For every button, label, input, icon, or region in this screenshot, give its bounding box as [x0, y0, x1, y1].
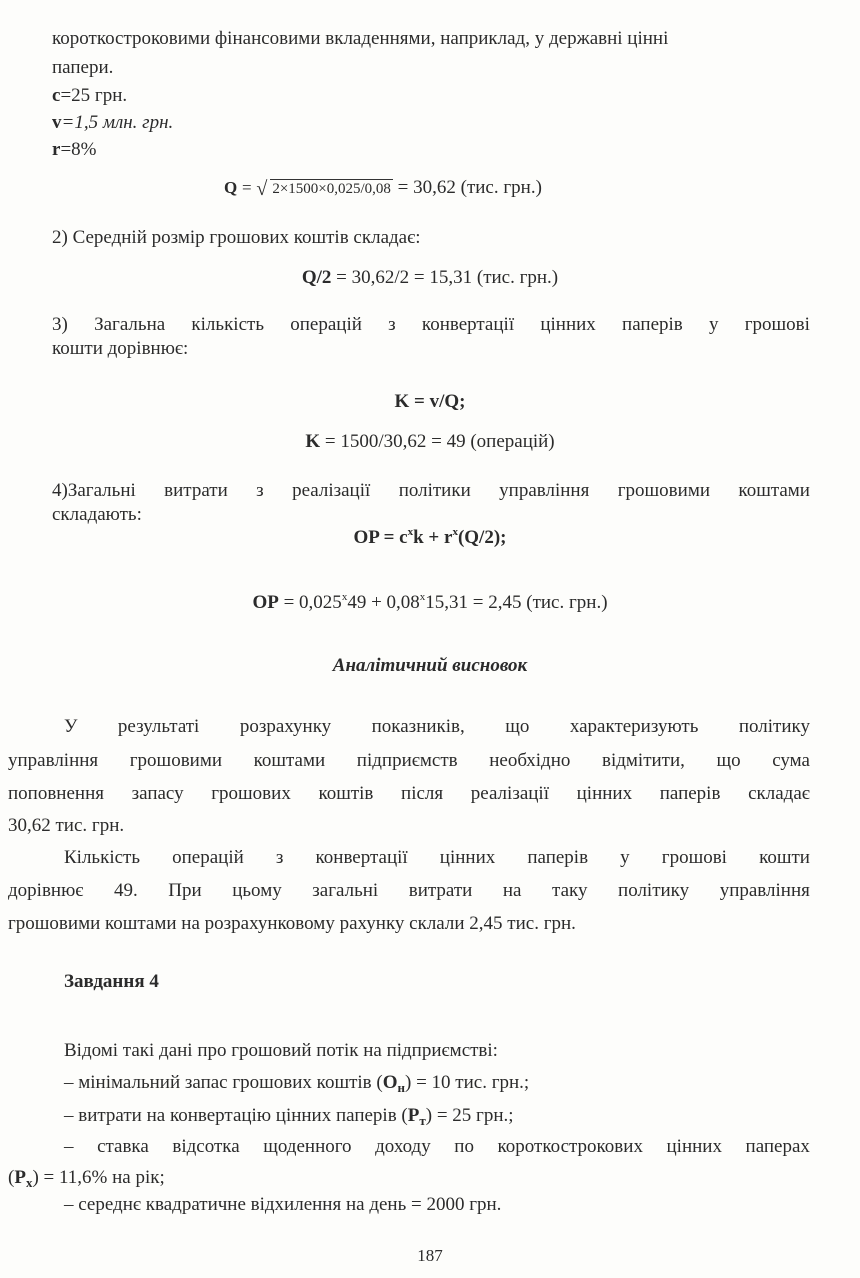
- text-line: короткостроковими фінансовими вкладеннями, наприклад, у державні цінні: [52, 28, 669, 49]
- paragraph-line: дорівнює 49. При цьому загальні витрати на таку політику управління: [8, 880, 810, 901]
- formula-q: Q = √ 2×1500×0,025/0,08 = 30,62 (тис. грн.): [224, 178, 542, 197]
- text-line: складають:: [52, 504, 142, 525]
- paragraph-line: грошовими коштами на розрахунковому рахунку склали 2,45 тис. грн.: [8, 913, 576, 934]
- step-2: 2) Середній розмір грошових коштів складає:: [52, 227, 421, 248]
- section-heading: Аналітичний висновок: [332, 655, 528, 676]
- formula-k: K = v/Q;: [394, 391, 466, 412]
- list-item: – середнє квадратичне відхилення на день = 2000 грн.: [64, 1194, 502, 1215]
- formula-op: OP = $c^xk + r^x(Q/2)$;: [353, 526, 507, 548]
- paragraph-line: У результаті розрахунку показників, що характеризують політику: [64, 716, 810, 737]
- square-root: √ 2×1500×0,025/0,08: [256, 182, 393, 197]
- text-line: папери.: [52, 57, 114, 78]
- variable-r: r=8%: [52, 139, 97, 160]
- list-item: – ставка відсотка щоденного доходу по короткострокових цінних паперах: [64, 1136, 810, 1157]
- paragraph-line: поповнення запасу грошових коштів після реалізації цінних паперів складає: [8, 783, 810, 804]
- list-item: – витрати на конвертацію цінних паперів $(Р_т) = 25$ грн.;: [64, 1105, 514, 1128]
- formula-k-calc: K = 1500/30,62 = 49 (операцій): [305, 431, 555, 452]
- paragraph-line: управління грошовими коштами підприємств необхідно відмітити, що сума: [8, 750, 810, 771]
- task-heading: Завдання 4: [64, 971, 159, 992]
- step-3-line: 3) Загальна кількість операцій з конвертації цінних паперів у грошові: [52, 314, 810, 335]
- text-line: кошти дорівнює:: [52, 338, 189, 359]
- formula-q-half: Q/2 = 30,62/2 = 15,31 (тис. грн.): [301, 267, 559, 288]
- variable-v: v=1,5 млн. грн.: [52, 112, 174, 133]
- text-line: Відомі такі дані про грошовий потік на підприємстві:: [64, 1040, 498, 1061]
- formula-op-calc: OP = $0,025^x49 + 0,08^x15,31 = 2,45$ (тис. грн.): [252, 591, 608, 613]
- paragraph-line: Кількість операцій з конвертації цінних паперів у грошові кошти: [64, 847, 810, 868]
- paragraph-line: 30,62 тис. грн.: [8, 815, 125, 836]
- variable-c: c=25 грн.: [52, 85, 128, 106]
- list-item: – мінімальний запас грошових коштів $(О_н) = 10$ тис. грн.;: [64, 1072, 530, 1095]
- step-4-line: 4)Загальні витрати з реалізації політики управління грошовими коштами: [52, 480, 810, 501]
- list-item: $(Р_х) = 11,6\%$ на рік;: [8, 1167, 165, 1190]
- page-number: 187: [417, 1246, 443, 1265]
